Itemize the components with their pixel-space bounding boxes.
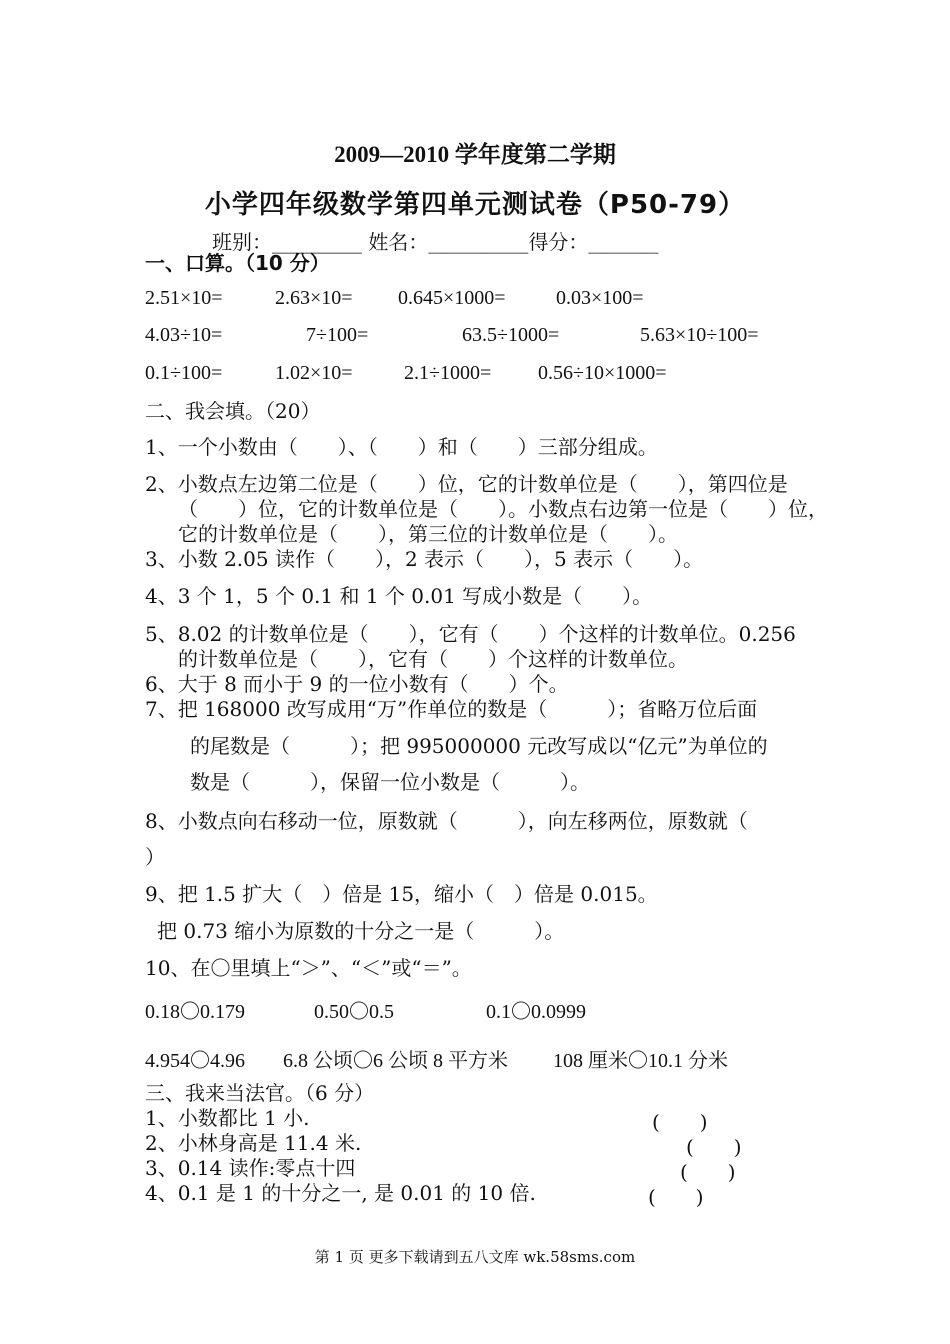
calc-item: 2.51×10= — [145, 287, 223, 309]
calc-item: 2.1÷1000= — [404, 362, 492, 384]
compare-item: 4.954〇4.96 — [145, 1050, 245, 1072]
compare-item: 108 厘米〇10.1 分米 — [553, 1050, 728, 1072]
calc-item: 2.63×10= — [275, 287, 353, 309]
answer-paren[interactable]: ( ) — [652, 1110, 708, 1134]
calc-item: 5.63×10÷100= — [640, 324, 759, 346]
page-footer: 第 1 页 更多下载请到五八文库 wk.58sms.com — [314, 1248, 636, 1266]
student-info-line: 班别：_________ 姓名：__________得分：_______ — [212, 230, 659, 254]
judge-item-2: 2、小林身高是 11.4 米. — [145, 1131, 362, 1155]
page-subtitle: 小学四年级数学第四单元测试卷（P50-79） — [204, 190, 746, 220]
judge-item-1: 1、小数都比 1 小. — [145, 1106, 310, 1130]
question-4: 4、3 个 1，5 个 0.1 和 1 个 0.01 写成小数是（ ）。 — [145, 584, 653, 608]
answer-paren[interactable]: ( ) — [680, 1160, 736, 1184]
calc-item: 0.56÷10×1000= — [538, 362, 667, 384]
question-9-line2: 把 0.73 缩小为原数的十分之一是（ ）。 — [157, 919, 565, 943]
calc-item: 1.02×10= — [275, 362, 353, 384]
answer-paren[interactable]: ( ) — [648, 1185, 704, 1209]
page-title: 2009—2010 学年度第二学期 — [334, 142, 616, 167]
calc-item: 63.5÷1000= — [462, 324, 560, 346]
question-10: 10、在〇里填上“＞”、“＜”或“＝”。 — [145, 956, 472, 980]
judge-item-3: 3、0.14 读作:零点十四 — [145, 1156, 356, 1180]
question-9-line1: 9、把 1.5 扩大（ ）倍是 15，缩小（ ）倍是 0.015。 — [145, 882, 658, 906]
question-2-line2: （ ）位，它的计数单位是（ ）。小数点右边第一位是（ ）位， — [178, 497, 828, 521]
section3-heading: 三、我来当法官。（6 分） — [145, 1081, 375, 1105]
calc-item: 0.03×100= — [556, 287, 644, 309]
question-6: 6、大于 8 而小于 9 的一位小数有（ ）个。 — [145, 672, 569, 696]
section2-heading: 二、我会填。（20） — [145, 399, 321, 423]
question-7-line2: 的尾数是（ ）；把 995000000 元改写成以“亿元”为单位的 — [190, 734, 768, 758]
calc-item: 0.645×1000= — [398, 287, 506, 309]
compare-item: 6.8 公顷〇6 公顷 8 平方米 — [283, 1050, 508, 1072]
answer-paren[interactable]: ( ) — [686, 1135, 742, 1159]
calc-item: 0.1÷100= — [145, 362, 223, 384]
question-1: 1、一个小数由（ ）、（ ）和（ ）三部分组成。 — [145, 435, 658, 459]
question-7-line3: 数是（ ），保留一位小数是（ ）。 — [190, 770, 590, 794]
compare-item: 0.50〇0.5 — [314, 1001, 394, 1023]
question-5-line1: 5、8.02 的计数单位是（ ），它有（ ）个这样的计数单位。0.256 — [145, 622, 796, 646]
calc-item: 7÷100= — [306, 324, 369, 346]
question-8-line1: 8、小数点向右移动一位，原数就（ ），向左移两位，原数就（ — [145, 809, 748, 833]
judge-item-4: 4、0.1 是 1 的十分之一, 是 0.01 的 10 倍. — [145, 1181, 536, 1205]
question-7-line1: 7、把 168000 改写成用“万”作单位的数是（ ）；省略万位后面 — [145, 697, 758, 721]
compare-item: 0.18〇0.179 — [145, 1001, 245, 1023]
section1-heading: 一、口算。（10 分） — [145, 251, 330, 275]
question-2-line1: 2、小数点左边第二位是（ ）位，它的计数单位是（ ），第四位是 — [145, 472, 788, 496]
compare-item: 0.1〇0.0999 — [486, 1001, 586, 1023]
calc-item: 4.03÷10= — [145, 324, 223, 346]
question-3: 3、小数 2.05 读作（ ），2 表示（ ），5 表示（ ）。 — [145, 547, 704, 571]
question-2-line3: 它的计数单位是（ ），第三位的计数单位是（ ）。 — [178, 522, 678, 546]
question-5-line2: 的计数单位是（ ），它有（ ）个这样的计数单位。 — [178, 647, 688, 671]
question-8-line2: ） — [145, 845, 165, 869]
